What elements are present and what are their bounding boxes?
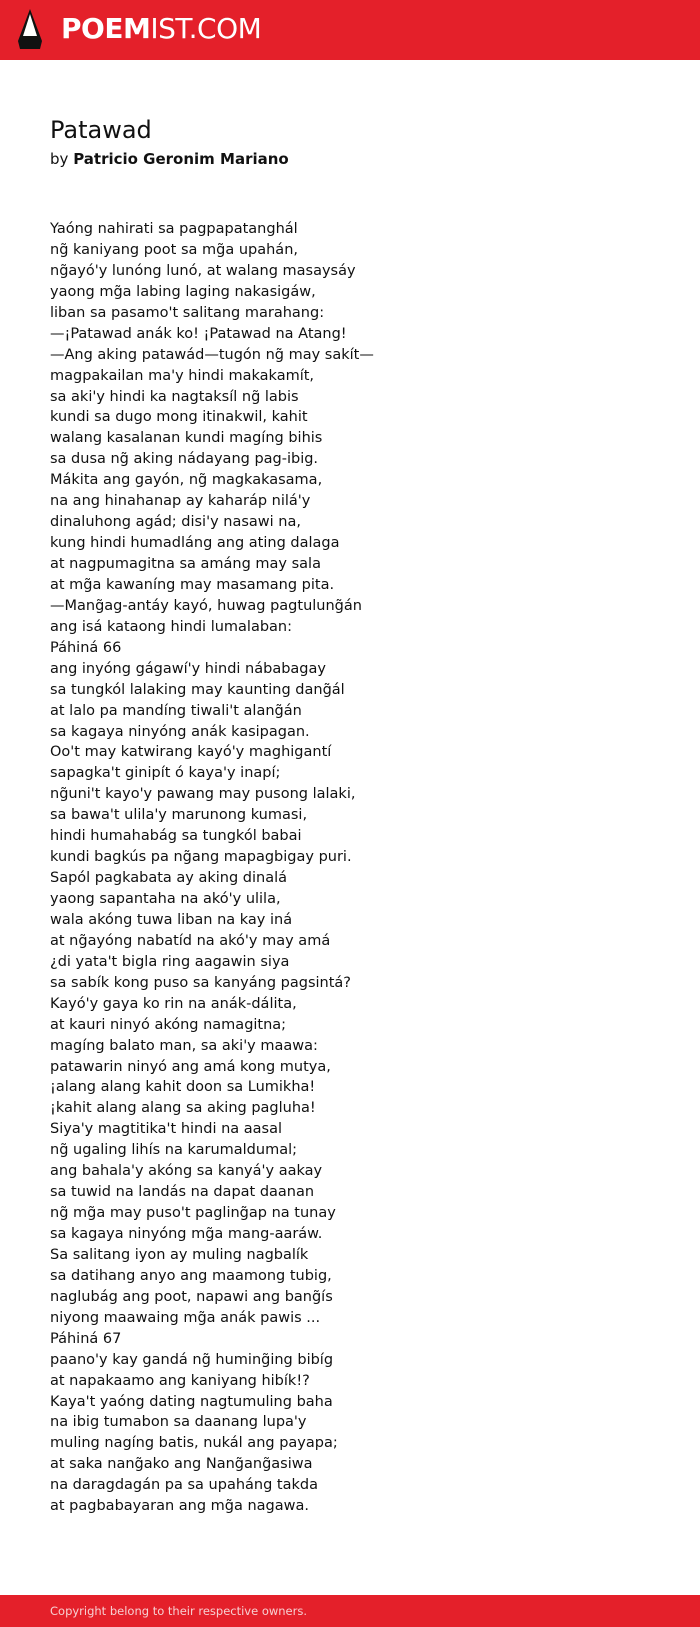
poem-line: Kayó'y gaya ko rin na anák-dálita, <box>50 995 297 1012</box>
poem-line: Páhiná 66 <box>50 639 122 656</box>
site-footer <box>0 1595 700 1627</box>
poem-line: yaong mg̃a labing laging nakasigáw, <box>50 283 316 300</box>
poem-line: —¡Patawad anák ko! ¡Patawad na Atang! <box>50 325 347 342</box>
poem-line: Mákita ang gayón, ng̃ magkakasama, <box>50 472 323 489</box>
poem-line: Sa salitang iyon ay muling nagbalík <box>50 1246 309 1263</box>
poem-line: —Mang̃ag-antáy kayó, huwag pagtulung̃án <box>50 597 362 614</box>
poem-line: kung hindi humadláng ang ating dalaga <box>50 535 340 552</box>
poem-line: at lalo pa mandíng tiwali't alang̃án <box>50 702 302 719</box>
poem-line: sa aki'y hindi ka nagtaksíl ng̃ labis <box>50 388 299 405</box>
poem-line: walang kasalanan kundi magíng bihis <box>50 430 323 447</box>
poem-line: ¡kahit alang alang sa aking pagluha! <box>50 1100 316 1117</box>
poem-line: ang isá kataong hindi lumalaban: <box>50 618 292 635</box>
poem-line: naglubág ang poot, napawi ang bang̃ís <box>50 1288 333 1305</box>
poem-line: Páhiná 67 <box>50 1330 122 1347</box>
poem-line: patawarin ninyó ang amá kong mutya, <box>50 1058 331 1075</box>
poem-line: sa sabík kong puso sa kanyáng pagsintá? <box>50 974 351 991</box>
poem-line: hindi humahabág sa tungkól babai <box>50 828 302 845</box>
poem-line: at ng̃ayóng nabatíd na akó'y may amá <box>50 932 331 949</box>
poem-line: at pagbabayaran ang mg̃a nagawa. <box>50 1498 309 1515</box>
poem-line: ng̃ mg̃a may puso't pagling̃ap na tunay <box>50 1205 336 1222</box>
poem-line: sa dusa ng̃ aking nádayang pag-ibig. <box>50 451 319 468</box>
pencil-icon[interactable] <box>18 9 42 51</box>
poem-line: Sapól pagkabata ay aking dinalá <box>50 870 288 887</box>
poem-line: niyong maawaing mg̃a anák pawis ... <box>50 1309 321 1326</box>
poem-line: na ang hinahanap ay kaharáp nilá'y <box>50 493 311 510</box>
poem-line: at mg̃a kawaníng may masamang pita. <box>50 576 335 593</box>
poem-line: ang inyóng gágawí'y hindi nábabagay <box>50 660 326 677</box>
poem-line: magíng balato man, sa aki'y maawa: <box>50 1037 318 1054</box>
poem-line: sa tungkól lalaking may kaunting dang̃ál <box>50 681 345 698</box>
poem-line: paano'y kay gandá ng̃ huming̃ing bibíg <box>50 1351 334 1368</box>
poem-line: ng̃ ugaling lihís na karumaldumal; <box>50 1142 298 1159</box>
poem-line: sa datihang anyo ang maamong tubig, <box>50 1267 332 1284</box>
poem-line: na ibig tumabon sa daanang lupa'y <box>50 1414 307 1431</box>
poem-line: dinaluhong agád; disi'y nasawi na, <box>50 514 301 531</box>
copyright-text: Copyright belong to their respective owners. <box>50 1604 308 1618</box>
poem-line: ¡alang alang kahit doon sa Lumikha! <box>50 1079 316 1096</box>
brand-light: IST.COM <box>150 12 262 45</box>
poem-line: sa tuwid na landás na dapat daanan <box>50 1184 315 1201</box>
poem-line: sa bawa't ulila'y marunong kumasi, <box>50 807 308 824</box>
poem-title: Patawad <box>50 116 152 144</box>
poem-line: ng̃ kaniyang poot sa mg̃a upahán, <box>50 241 298 258</box>
poem-line: ¿di yata't bigla ring aagawin siya <box>50 953 290 970</box>
byline <box>50 149 289 169</box>
author-name: Patricio Geronim Mariano <box>73 150 289 168</box>
poem-line: ang bahala'y akóng sa kanyá'y aakay <box>50 1163 323 1180</box>
poem-line: at kauri ninyó akóng namagitna; <box>50 1016 287 1033</box>
poem-line: muling nagíng batis, nukál ang payapa; <box>50 1435 338 1452</box>
poem-line: Yaóng nahirati sa pagpapatanghál <box>50 221 298 237</box>
poem-line: kundi bagkús pa ng̃ang mapagbigay puri. <box>50 849 352 866</box>
poem-line: sa kagaya ninyóng anák kasipagan. <box>50 723 310 740</box>
poem-line: at nagpumagitna sa amáng may sala <box>50 556 321 572</box>
brand-bold: POEM <box>61 12 151 45</box>
site-header <box>0 0 700 60</box>
poem-line: sapagka't ginipít ó kaya'y inapí; <box>50 765 281 782</box>
poem-line: wala akóng tuwa liban na kay iná <box>50 911 293 928</box>
poem-line: magpakailan ma'y hindi makakamít, <box>50 367 315 384</box>
poem-line: yaong sapantaha na akó'y ulila, <box>50 891 281 907</box>
poem-line: Oo't may katwirang kayó'y maghigantí <box>50 744 332 761</box>
poem-line: at napakaamo ang kaniyang hibík!? <box>50 1372 310 1389</box>
poem-line: ng̃uni't kayo'y pawang may pusong lalaki, <box>50 786 356 803</box>
poem-line: Siya'y magtitika't hindi na aasal <box>50 1121 282 1138</box>
poem-line: ng̃ayó'y lunóng lunó, at walang masaysáy <box>50 262 356 279</box>
by-label: by <box>50 150 69 168</box>
poem-body <box>50 219 374 1517</box>
poem-line: —Ang aking patawád—tugón ng̃ may sakít— <box>50 346 374 363</box>
poem-line: liban sa pasamo't salitang marahang: <box>50 304 325 321</box>
site-logo-text[interactable] <box>61 11 261 47</box>
poem-line: Kaya't yaóng dating nagtumuling baha <box>50 1393 333 1410</box>
poem-line: na daragdagán pa sa upaháng takda <box>50 1477 318 1494</box>
poem-line: sa kagaya ninyóng mg̃a mang-aaráw. <box>50 1226 323 1242</box>
poem-line: kundi sa dugo mong itinakwil, kahit <box>50 409 308 426</box>
poem-line: at saka nang̃ako ang Nang̃ang̃asiwa <box>50 1456 313 1473</box>
